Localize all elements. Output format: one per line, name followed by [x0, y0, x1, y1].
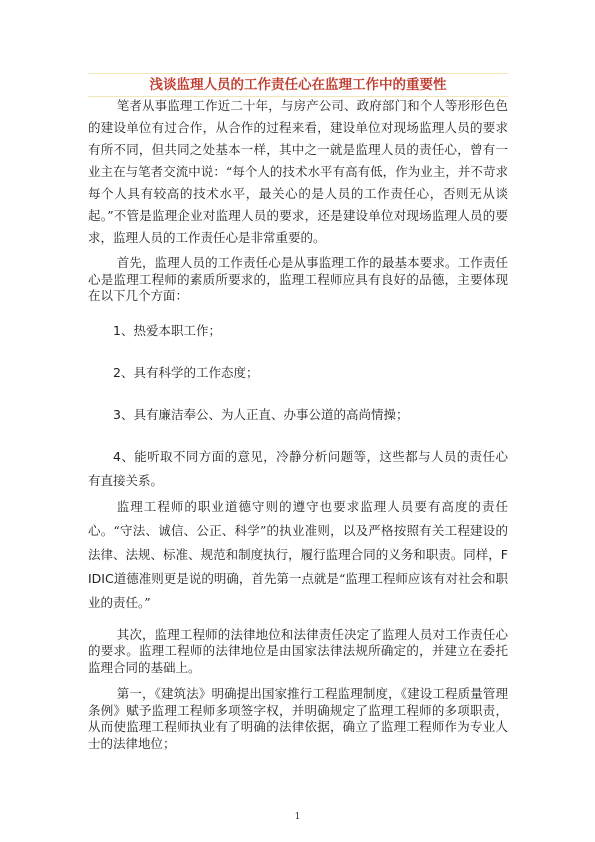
list-item-4: 4、能听取不同方面的意见，冷静分析问题等，这些都与人员的责任心有直接关系。	[88, 448, 508, 488]
paragraph-first-point: 首先，监理人员的工作责任心是从事监理工作的最基本要求。工作责任心是监理工程师的素质所要求的，监理工程师应具有良好的品德，主要体现在以下几个方面：	[88, 255, 508, 303]
title-bar	[88, 73, 508, 97]
list-item-2: 2、具有科学的工作态度；	[113, 364, 259, 380]
paragraph-ethics-text-2: 道德准则更是说的明确，首先第一点就是“监理工程师应该有对社会和职业的责任。”	[88, 570, 508, 610]
paragraph-ethics	[88, 495, 508, 615]
document-title: 浅谈监理人员的工作责任心在监理工作中的重要性	[149, 77, 447, 93]
paragraph-legal-status: 其次，监理工程师的法律地位和法律责任决定了监理人员对工作责任心的要求。监理工程师的法律地位是由国家法律法规所确定的，并建立在委托监理合同的基础上。	[88, 626, 508, 675]
list-item-3: 3、具有廉洁奉公、为人正直、办事公道的高尚情操；	[113, 406, 409, 422]
list-item-1: 1、热爱本职工作；	[113, 322, 221, 338]
fidic-term: FIDIC	[88, 546, 508, 586]
paragraph-intro: 笔者从事监理工作近二十年，与房产公司、政府部门和个人等形形色色的建设单位有过合作，从合作的过程来看，建设单位对现场监理人员的要求有所不同，但共同之处基本一样，其中之一就是监理人员的责任心，曾有一业主在与笔者交流中说：“每个人的技术水平有高有低，作为业主，并不苛求每个人具有较高的技术水平，最关心的是人员的工作责任心，否则无从谈起。”不管是监理企业对监理人员的要求，还是建设单位对现场监理人员的要求，监理人员的工作责任心是非常重要的。	[88, 98, 508, 245]
paragraph-ethics-text-1: 监理工程师的职业道德守则的遵守也要求监理人员要有高度的责任心。“守法、诚信、公正、科学”的执业准则，以及严格按照有关工程建设的法律、法规、标准、规范和制度执行，履行监理合同的义务和职责。同样，	[88, 498, 508, 562]
paragraph-building-law: 第一，《建筑法》明确提出国家推行工程监理制度，《建设工程质量管理条例》赋予监理工程师多项签字权，并明确规定了监理工程师的多项职责，从而使监理工程师执业有了明确的法律依据，确立了监理工程师作为专业人士的法律地位；	[88, 686, 508, 751]
page-number: 1	[294, 812, 301, 822]
document-body	[88, 95, 508, 752]
